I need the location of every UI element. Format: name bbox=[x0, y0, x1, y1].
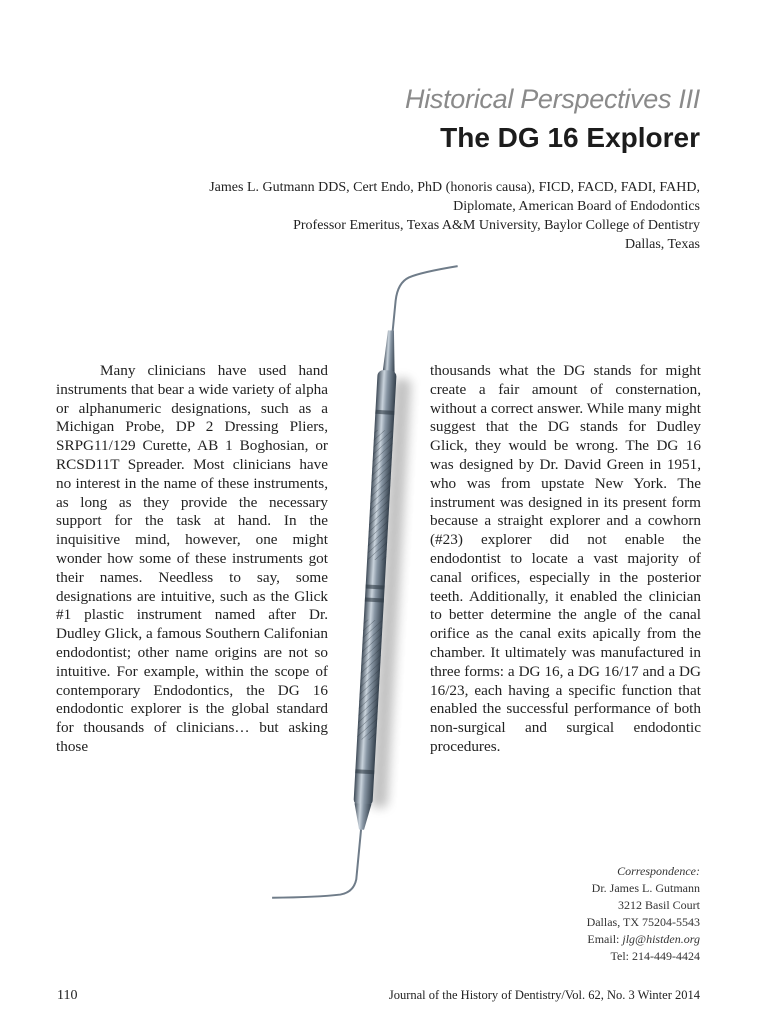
series-heading: Historical Perspectives III bbox=[405, 84, 700, 114]
body-column-left bbox=[56, 362, 328, 757]
article-title: The DG 16 Explorer bbox=[440, 122, 700, 153]
body-text-right: thousands what the DG stands for might create a fair amount of consternation, without a correct answer. While many might suggest that the DG stands for Dudley Glick, they would be wrong. The DG 16 was designed by Dr. David Green in 1951, who was from upstate New York. The instrument was designed in its present form because a straight explorer and a cowhorn (#23) explorer did not enable the endodontist to locate a vast majority of canal orifices, especially in the posterior teeth. Additionally, it enabled the clinician to better determine the angle of the canal orifice as the canal exits apically from the chamber. It ultimately was manufactured in three forms: a DG 16, a DG 16/17 and a DG 16/23, each having a specific function that enabled the successful performance of both non-surgical and surgical endodontic procedures. bbox=[430, 362, 701, 755]
body-text-left: Many clinicians have used hand instruments that bear a wide variety of alpha or alphanumeric designations, such as a Michigan Probe, DP 2 Dressing Pliers, SRPG11/129 Curette, AB 1 Boghosian, or RCSD11T Spreader. Most clinicians have no interest in the name of these instruments, as long as they provide the necessary support for the task at hand. In the inquisitive mind, however, one might wonder how some of these instruments got their names. Needless to say, some designations are intuitive, such as the Glick #1 plastic instrument named after Dr. Dudley Glick, a famous Southern Califonian endodontist; other name origins are not so intuitive. For example, within the scope of contemporary Endodontics, the DG 16 endodontic explorer is the global standard for thousands of clinicians… but asking those bbox=[56, 362, 328, 755]
correspondence-city: Dallas, TX 75204-5543 bbox=[586, 915, 700, 929]
author-line: James L. Gutmann DDS, Cert Endo, PhD (honoris causa), FICD, FACD, FADI, FAHD, bbox=[209, 180, 700, 195]
journal-citation: Journal of the History of Dentistry/Vol. 62, No. 3 Winter 2014 bbox=[388, 988, 700, 1002]
email-label: Email: bbox=[587, 932, 623, 946]
correspondence-heading: Correspondence: bbox=[617, 864, 700, 878]
body-column-right bbox=[430, 362, 701, 757]
correspondence-tel: Tel: 214-449-4424 bbox=[610, 949, 700, 963]
email-address: jlg@histden.org bbox=[622, 932, 700, 946]
author-line: Diplomate, American Board of Endodontics bbox=[453, 199, 700, 214]
author-block bbox=[209, 178, 700, 254]
correspondence-street: 3212 Basil Court bbox=[617, 898, 700, 912]
author-line: Dallas, Texas bbox=[625, 237, 700, 252]
page-number: 110 bbox=[57, 988, 78, 1003]
correspondence-name: Dr. James L. Gutmann bbox=[591, 881, 700, 895]
author-line: Professor Emeritus, Texas A&M University, Baylor College of Dentistry bbox=[293, 218, 700, 233]
correspondence-block bbox=[587, 863, 700, 965]
